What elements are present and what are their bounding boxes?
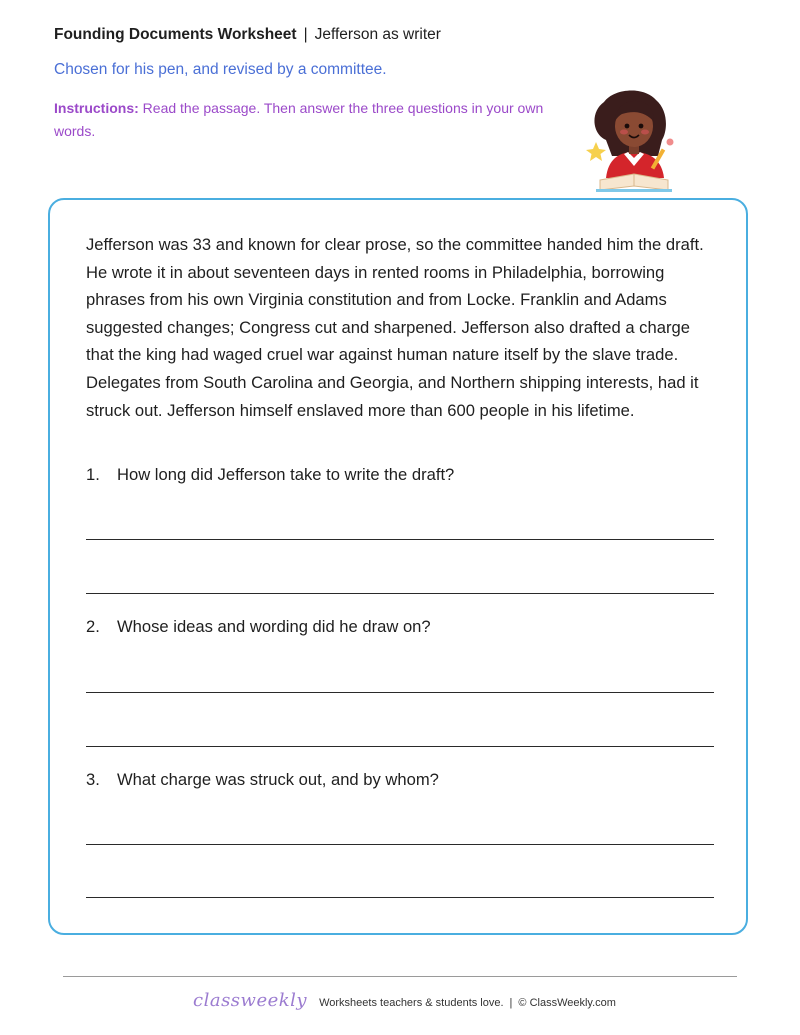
question-2 [86,617,431,637]
eye-left [625,124,630,129]
answer-line[interactable] [86,692,714,693]
worksheet-subtitle: Chosen for his pen, and revised by a committee. [54,61,387,78]
worksheet-title-main: Founding Documents Worksheet [54,26,297,43]
question-text: What charge was struck out, and by whom? [117,770,439,789]
brand-logo: classweekly [193,990,308,1011]
student-illustration-svg [578,82,690,194]
eye-right [639,124,644,129]
student-writing-illustration [578,82,690,194]
footer-separator: | [509,997,513,1009]
question-number: 1. [86,465,100,484]
footer-tagline: Worksheets teachers & students love. [319,997,504,1009]
footer-divider [63,976,737,977]
footer [193,990,616,1011]
answer-line[interactable] [86,746,714,747]
worksheet-title [54,26,441,44]
reading-passage: Jefferson was 33 and known for clear prose, so the committee handed him the draft. He wrote it in about seventeen days in rented rooms in Philadelphia, borrowing phrases from his own Virginia constitution and from Locke. Franklin and Adams suggested changes; Congress cut and sharpened. Jefferson also drafted a charge that the king had waged cruel war against human nature itself by the slave trade. Delegates from South Carolina and Georgia, and Northern shipping interests, had it struck out. Jefferson himself enslaved more than 600 people in his lifetime. [86,235,704,420]
question-text: How long did Jefferson take to write the draft? [117,465,455,484]
instructions-label: Instructions: [54,100,139,116]
answer-line[interactable] [86,539,714,540]
answer-line[interactable] [86,593,714,594]
question-text: Whose ideas and wording did he draw on? [117,617,431,636]
question-number: 3. [86,770,100,789]
instructions-text: Read the passage. Then answer the three questions in your own words. [54,100,544,139]
flower-icon [667,139,674,146]
question-3 [86,770,439,790]
answer-line[interactable] [86,844,714,845]
book-cover [596,189,672,192]
answer-line[interactable] [86,897,714,898]
cheek-right [641,130,649,135]
worksheet-topic: Jefferson as writer [314,26,441,43]
question-number: 2. [86,617,100,636]
question-1 [86,465,454,485]
cheek-left [620,130,628,135]
title-separator: | [303,26,308,43]
star-icon [586,142,606,161]
instructions [54,97,574,143]
footer-copyright: © ClassWeekly.com [518,997,616,1009]
